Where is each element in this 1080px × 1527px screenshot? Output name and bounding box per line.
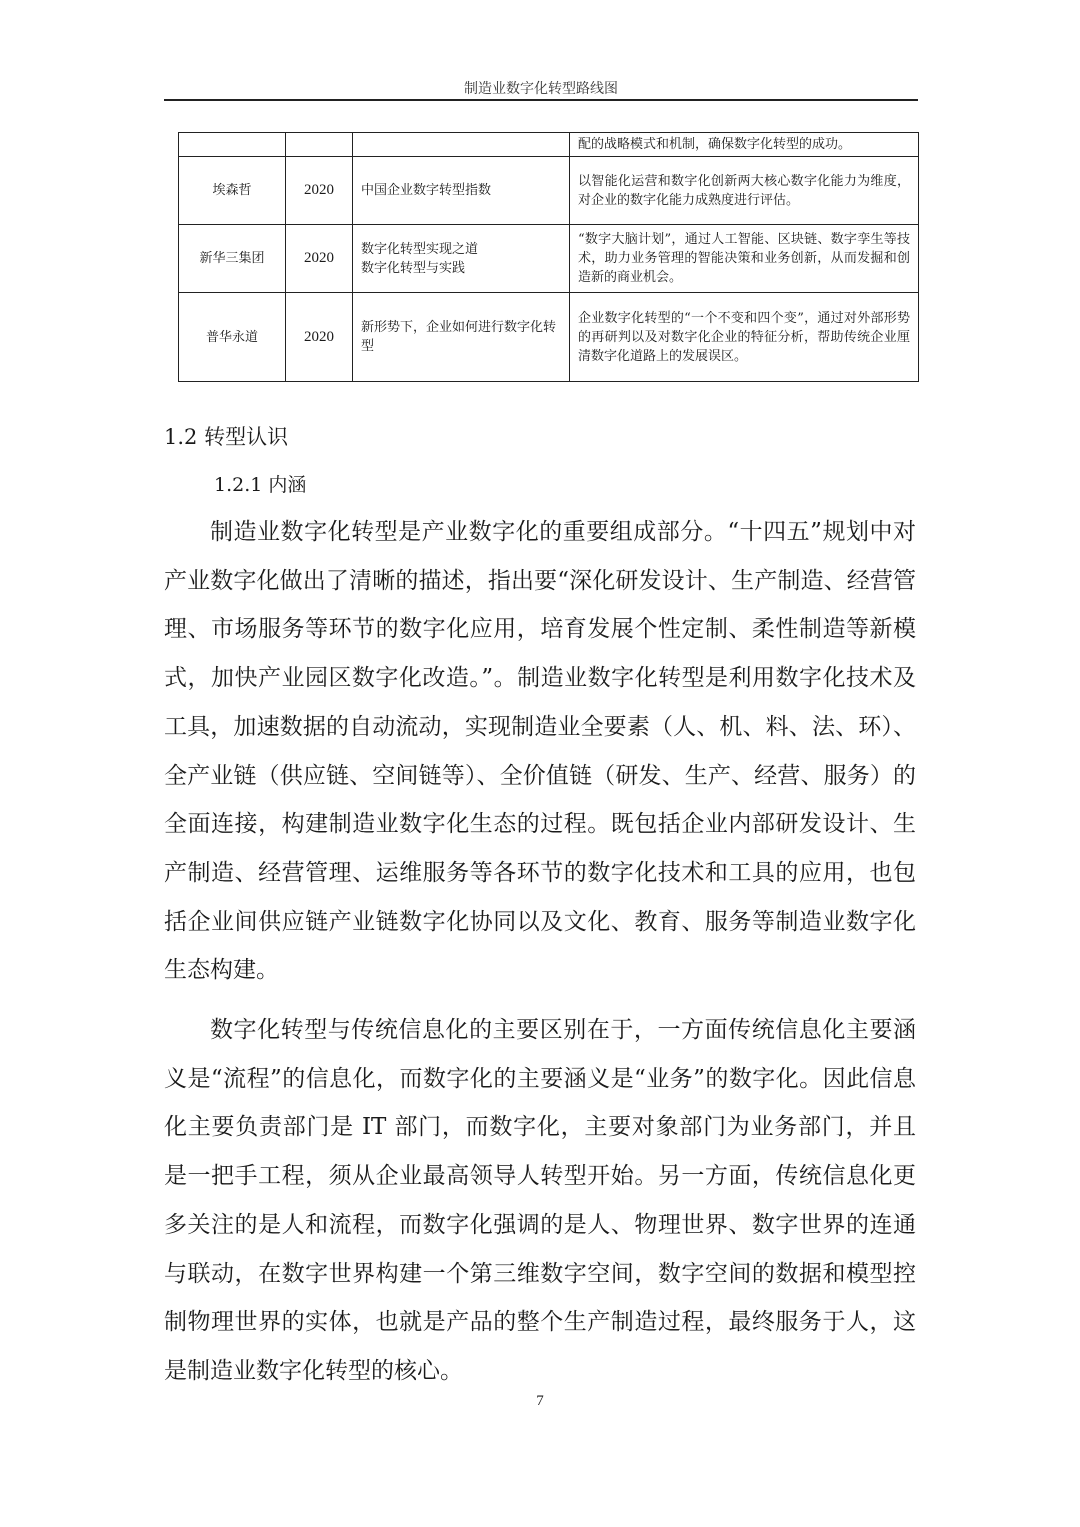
org-cell (179, 133, 286, 157)
year-cell: 2020 (286, 225, 353, 293)
title-cell: 新形势下，企业如何进行数字化转型 (353, 293, 570, 382)
subsection-heading: 1.2.1 内涵 (214, 474, 307, 496)
running-header: 制造业数字化转型路线图 (464, 81, 618, 97)
table-row (179, 133, 919, 157)
title-cell: 数字化转型实现之道 数字化转型与实践 (353, 225, 570, 293)
desc-cell: 以智能化运营和数字化创新两大核心数字化能力为维度，对企业的数字化能力成熟度进行评估。 (570, 157, 919, 225)
desc-cell: “数字大脑计划”，通过人工智能、区块链、数字孪生等技术，助力业务管理的智能决策和业务创新，从而发掘和创造新的商业机会。 (570, 225, 919, 293)
body-paragraph: 数字化转型与传统信息化的主要区别在于，一方面传统信息化主要涵义是“流程”的信息化，而数字化的主要涵义是“业务”的数字化。因此信息化主要负责部门是 IT 部门，而数字化，主要对象部门为业务部门，并且是一把手工程，须从企业最高领导人转型开始。另一方面，传统信息化更多关注的是人和流程，而数字化强调的是人、物理世界、数字世界的连通与联动，在数字世界构建一个第三维数字空间，数字空间的数据和模型控制物理世界的实体，也就是产品的整个生产制造过程，最终服务于人，这是制造业数字化转型的核心。 (164, 1017, 916, 1384)
org-cell: 普华永道 (179, 293, 286, 382)
reference-table (178, 132, 919, 382)
title-cell (353, 133, 570, 157)
table-row (179, 157, 919, 225)
table-row (179, 293, 919, 382)
header-divider (164, 99, 918, 101)
section-heading: 1.2 转型认识 (164, 425, 289, 449)
year-cell: 2020 (286, 157, 353, 225)
desc-cell: 配的战略模式和机制，确保数字化转型的成功。 (570, 133, 919, 157)
org-cell: 埃森哲 (179, 157, 286, 225)
org-cell: 新华三集团 (179, 225, 286, 293)
desc-cell: 企业数字化转型的“一个不变和四个变”，通过对外部形势的再研判以及对数字化企业的特征分析，帮助传统企业厘清数字化道路上的发展误区。 (570, 293, 919, 382)
page-number: 7 (536, 1393, 544, 1409)
year-cell (286, 133, 353, 157)
body-paragraph: 制造业数字化转型是产业数字化的重要组成部分。“十四五”规划中对产业数字化做出了清晰的描述，指出要“深化研发设计、生产制造、经营管理、市场服务等环节的数字化应用，培育发展个性定制、柔性制造等新模式，加快产业园区数字化改造。”。制造业数字化转型是利用数字化技术及工具，加速数据的自动流动，实现制造业全要素（人、机、料、法、环）、全产业链（供应链、空间链等）、全价值链（研发、生产、经营、服务）的全面连接，构建制造业数字化生态的过程。既包括企业内部研发设计、生产制造、经营管理、运维服务等各环节的数字化技术和工具的应用，也包括企业间供应链产业链数字化协同以及文化、教育、服务等制造业数字化生态构建。 (164, 519, 916, 984)
table-row (179, 225, 919, 293)
title-cell: 中国企业数字转型指数 (353, 157, 570, 225)
year-cell: 2020 (286, 293, 353, 382)
